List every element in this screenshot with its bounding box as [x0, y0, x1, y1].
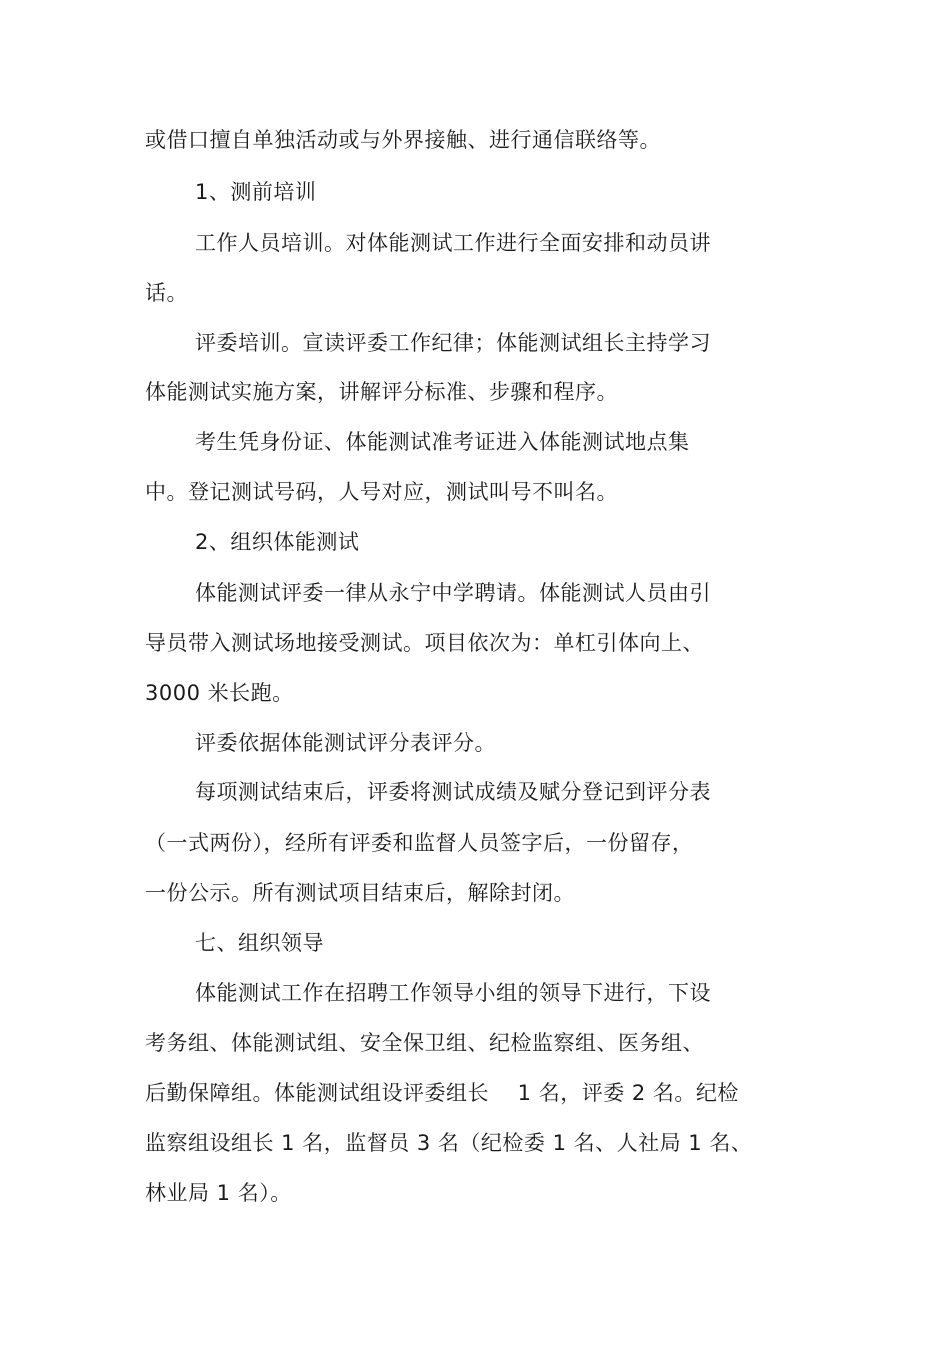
paragraph-line: 体能测试评委一律从永宁中学聘请。体能测试人员由引 — [195, 581, 711, 605]
paragraph-line: 考务组、体能测试组、安全保卫组、纪检监察组、医务组、 — [145, 1031, 704, 1055]
paragraph-line: 体能测试实施方案，讲解评分标准、步骤和程序。 — [145, 380, 618, 404]
section-heading: 1、测前培训 — [195, 180, 317, 204]
section-heading: 2、组织体能测试 — [195, 530, 360, 554]
paragraph-line: 每项测试结束后，评委将测试成绩及赋分登记到评分表 — [195, 780, 711, 804]
paragraph-line: 工作人员培训。对体能测试工作进行全面安排和动员讲 — [195, 231, 711, 255]
paragraph-line: 评委培训。宣读评委工作纪律；体能测试组长主持学习 — [195, 331, 711, 355]
paragraph-line: 或借口擅自单独活动或与外界接触、进行通信联络等。 — [145, 128, 661, 152]
paragraph-line: 话。 — [145, 281, 188, 305]
paragraph-line: 评委依据体能测试评分表评分。 — [195, 731, 496, 755]
paragraph-line: （一式两份），经所有评委和监督人员签字后，一份留存， — [145, 831, 694, 855]
paragraph-line: 3000 米长跑。 — [145, 681, 294, 705]
paragraph-line: 考生凭身份证、体能测试准考证进入体能测试地点集 — [195, 430, 690, 454]
paragraph-line: 林业局 1 名）。 — [145, 1181, 292, 1205]
section-heading: 七、组织领导 — [195, 931, 324, 955]
paragraph-line: 后勤保障组。体能测试组设评委组长 1 名，评委 2 名。纪检 — [145, 1081, 739, 1105]
paragraph-line: 监察组设组长 1 名，监督员 3 名（纪检委 1 名、人社局 1 名、 — [145, 1131, 753, 1155]
paragraph-line: 体能测试工作在招聘工作领导小组的领导下进行，下设 — [195, 981, 711, 1005]
paragraph-line: 中。登记测试号码，人号对应，测试叫号不叫名。 — [145, 480, 618, 504]
paragraph-line: 一份公示。所有测试项目结束后，解除封闭。 — [145, 881, 575, 905]
paragraph-line: 导员带入测试场地接受测试。项目依次为：单杠引体向上、 — [145, 631, 704, 655]
